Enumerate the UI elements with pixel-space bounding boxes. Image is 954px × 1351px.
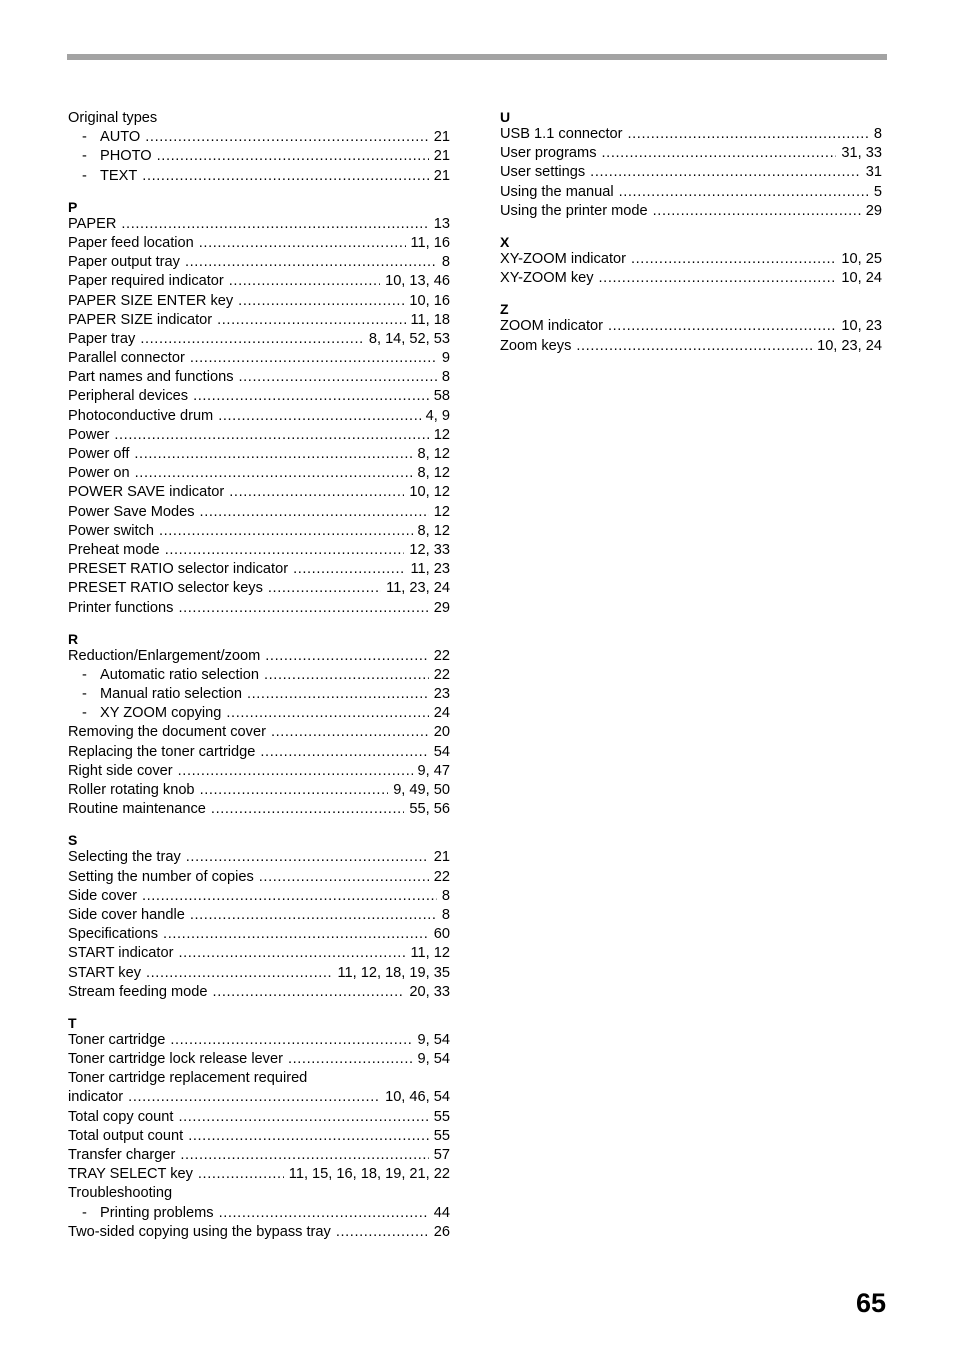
index-letter-heading: T	[68, 1014, 77, 1031]
index-term: Using the printer mode	[500, 202, 648, 219]
index-entry	[68, 1031, 450, 1050]
subentry-dash: -	[82, 129, 87, 146]
index-page-refs: 12	[433, 503, 450, 520]
subentry-dash: -	[82, 686, 87, 703]
dot-leader	[121, 215, 428, 234]
index-entry	[68, 445, 450, 464]
index-page-refs: 23	[433, 686, 450, 703]
index-entry	[68, 503, 450, 522]
index-page-refs: 10, 46, 54	[385, 1089, 450, 1106]
index-letter-heading: X	[500, 233, 510, 250]
index-page-refs: 31	[865, 164, 882, 181]
index-entry	[68, 944, 450, 963]
index-term: AUTO	[100, 129, 141, 146]
dot-leader	[238, 292, 404, 311]
index-entry	[68, 1146, 450, 1165]
index-term: PAPER	[68, 215, 117, 232]
index-page-refs: 21	[433, 129, 450, 146]
index-page-refs: 11, 16	[410, 234, 450, 251]
dot-leader	[213, 983, 405, 1002]
dot-leader	[293, 560, 405, 579]
subentry-dash: -	[82, 167, 87, 184]
index-term: Side cover	[68, 887, 137, 904]
index-page-refs: 8	[441, 369, 450, 386]
index-entry	[68, 1069, 450, 1088]
dot-leader	[226, 704, 428, 723]
index-entry	[68, 743, 450, 762]
index-term: Power Save Modes	[68, 503, 195, 520]
index-entry	[500, 183, 882, 202]
index-page-refs: 9, 47	[417, 762, 450, 779]
index-letter-heading: Z	[500, 301, 509, 318]
index-page-refs: 21	[433, 167, 450, 184]
index-entry	[68, 464, 450, 483]
index-entry	[68, 311, 450, 330]
index-page-refs: 26	[433, 1223, 450, 1240]
index-term: Right side cover	[68, 762, 173, 779]
index-letter-heading: P	[68, 198, 78, 215]
header-rule	[67, 54, 887, 60]
index-term: Troubleshooting	[68, 1185, 173, 1202]
dot-leader	[217, 311, 405, 330]
index-entry	[68, 906, 450, 925]
index-entry	[68, 964, 450, 983]
dot-leader	[336, 1223, 429, 1242]
index-group	[500, 109, 882, 221]
index-term: PAPER SIZE indicator	[68, 311, 213, 328]
index-entry	[68, 887, 450, 906]
index-entry	[68, 1108, 450, 1127]
dot-leader	[178, 599, 428, 618]
dot-leader	[229, 483, 404, 502]
index-entry	[500, 144, 882, 163]
index-entry	[68, 330, 450, 349]
index-term: Roller rotating knob	[68, 782, 195, 798]
index-subentry	[68, 128, 450, 147]
index-term: Power on	[68, 465, 130, 482]
index-entry	[68, 1165, 450, 1184]
index-page-refs: 9, 54	[417, 1031, 450, 1048]
index-term: PAPER SIZE ENTER key	[68, 292, 234, 309]
page-number: 65	[855, 1288, 886, 1318]
index-term: Paper feed location	[68, 234, 194, 251]
index-page-refs: 21	[433, 148, 450, 165]
dot-leader	[142, 167, 428, 186]
index-page-refs: 8, 14, 52, 53	[368, 330, 450, 347]
index-page-refs: 11, 23	[410, 561, 450, 578]
dot-leader	[200, 503, 429, 522]
index-term: Removing the document cover	[68, 724, 266, 741]
dot-leader	[211, 800, 405, 819]
index-entry	[68, 483, 450, 502]
index-term: Original types	[68, 110, 158, 126]
dot-leader	[259, 868, 429, 887]
dot-leader	[653, 202, 861, 221]
dot-leader	[199, 234, 406, 253]
index-page-refs: 55	[433, 1108, 450, 1125]
index-page-refs: 9	[441, 350, 450, 367]
dot-leader	[178, 1108, 428, 1127]
index-entry	[500, 125, 882, 144]
index-entry	[68, 272, 450, 291]
index-page-refs: 22	[433, 666, 450, 683]
index-page-refs: 11, 12, 18, 19, 35	[337, 964, 450, 981]
subentry-dash: -	[82, 148, 87, 165]
index-term: POWER SAVE indicator	[68, 484, 225, 501]
dot-leader	[178, 762, 413, 781]
index-page-refs: 10, 23, 24	[817, 337, 882, 354]
dot-leader	[239, 368, 437, 387]
index-page-refs: 11, 15, 16, 18, 19, 21, 22	[288, 1166, 450, 1183]
dot-leader	[193, 387, 429, 406]
dot-leader	[163, 925, 429, 944]
index-page-refs: 29	[865, 202, 882, 219]
dot-leader	[159, 522, 413, 541]
index-entry	[68, 1050, 450, 1069]
index-page-refs: 21	[433, 849, 450, 866]
index-term: Photoconductive drum	[68, 407, 214, 424]
index-term: User programs	[500, 145, 597, 162]
index-column-right	[500, 109, 882, 369]
dot-leader	[198, 1165, 284, 1184]
index-page-refs: 8	[873, 126, 882, 142]
dot-leader	[219, 1204, 429, 1223]
index-entry	[68, 848, 450, 867]
dot-leader	[157, 147, 429, 166]
index-term: XY-ZOOM key	[500, 270, 594, 287]
dot-leader	[180, 1146, 428, 1165]
index-entry	[68, 1088, 450, 1107]
index-term: ZOOM indicator	[500, 318, 603, 335]
index-entry	[68, 541, 450, 560]
index-term: Total copy count	[68, 1108, 174, 1125]
index-entry	[68, 349, 450, 368]
index-page-refs: 29	[433, 599, 450, 616]
index-subentry	[68, 147, 450, 166]
index-page-refs: 10, 13, 46	[385, 273, 450, 290]
index-term: PRESET RATIO selector keys	[68, 580, 263, 597]
index-page-refs: 24	[433, 705, 450, 722]
index-term: XY-ZOOM indicator	[500, 250, 626, 267]
dot-leader	[602, 144, 837, 163]
index-term: USB 1.1 connector	[500, 126, 623, 142]
dot-leader	[145, 128, 428, 147]
index-entry	[500, 250, 882, 269]
dot-leader	[135, 464, 413, 483]
index-term: Power switch	[68, 522, 154, 539]
dot-leader	[265, 647, 429, 666]
index-term: Setting the number of copies	[68, 868, 254, 885]
index-term: Transfer charger	[68, 1147, 176, 1163]
dot-leader	[146, 964, 332, 983]
dot-leader	[576, 337, 812, 356]
index-entry	[500, 337, 882, 356]
index-term: Power	[68, 426, 110, 443]
index-group	[68, 199, 450, 618]
index-page-refs: 57	[433, 1147, 450, 1163]
index-page-refs: 22	[433, 647, 450, 664]
index-subentry	[68, 167, 450, 186]
index-term: Toner cartridge replacement required	[68, 1070, 308, 1087]
index-term: Zoom keys	[500, 337, 572, 354]
index-term: Preheat mode	[68, 541, 160, 558]
index-term: Total output count	[68, 1127, 184, 1144]
index-entry	[68, 368, 450, 387]
index-subentry	[68, 1204, 450, 1223]
index-entry	[68, 647, 450, 666]
index-term: Manual ratio selection	[100, 686, 242, 703]
index-entry	[68, 560, 450, 579]
index-page-refs: 11, 12	[410, 945, 450, 962]
index-term: Printing problems	[100, 1204, 214, 1221]
index-entry	[68, 387, 450, 406]
index-group	[68, 832, 450, 1002]
subentry-dash: -	[82, 705, 87, 722]
index-page-refs: 8, 12	[417, 522, 450, 539]
index-entry	[500, 202, 882, 221]
index-entry	[68, 800, 450, 819]
index-entry	[68, 1223, 450, 1242]
dot-leader	[134, 445, 412, 464]
index-entry	[500, 163, 882, 182]
index-page-refs: 8	[441, 254, 450, 271]
index-page-refs: 13	[433, 215, 450, 232]
index-page-refs: 9, 49, 50	[393, 782, 450, 798]
index-page-refs: 12, 33	[409, 541, 450, 558]
index-group	[68, 631, 450, 820]
index-page-refs: 22	[433, 868, 450, 885]
index-term: Printer functions	[68, 599, 174, 616]
index-term: Using the manual	[500, 183, 614, 200]
index-page-refs: 10, 25	[841, 250, 882, 267]
index-entry	[68, 215, 450, 234]
index-term: Replacing the toner cartridge	[68, 743, 256, 760]
index-term: XY ZOOM copying	[100, 705, 222, 722]
index-term: TRAY SELECT key	[68, 1166, 193, 1183]
index-page-refs: 10, 23	[841, 318, 882, 335]
index-term: User settings	[500, 164, 586, 181]
dot-leader	[218, 407, 420, 426]
index-group	[500, 234, 882, 288]
index-term: TEXT	[100, 167, 138, 184]
index-page-refs: 11, 18	[410, 311, 450, 328]
index-group	[68, 1015, 450, 1242]
dot-leader	[188, 1127, 429, 1146]
index-page-refs: 20	[433, 724, 450, 741]
index-term: Two-sided copying using the bypass tray	[68, 1223, 331, 1240]
index-entry	[68, 522, 450, 541]
dot-leader	[165, 541, 405, 560]
index-page-refs: 4, 9	[425, 407, 450, 424]
index-page-refs: 10, 16	[409, 292, 450, 309]
dot-leader	[288, 1050, 413, 1069]
dot-leader	[200, 781, 389, 800]
index-entry	[68, 1184, 450, 1203]
index-page-refs: 31, 33	[841, 145, 882, 162]
dot-leader	[628, 125, 869, 144]
index-entry	[68, 1127, 450, 1146]
index-term: Part names and functions	[68, 369, 234, 386]
index-page-refs: 9, 54	[417, 1051, 450, 1068]
index-term: Side cover handle	[68, 906, 185, 923]
index-term: Paper tray	[68, 330, 136, 347]
index-entry	[68, 723, 450, 742]
dot-leader	[186, 848, 429, 867]
dot-leader	[271, 723, 429, 742]
index-subentry	[68, 704, 450, 723]
index-letter-heading: R	[68, 630, 79, 647]
index-term: Routine maintenance	[68, 801, 206, 818]
index-term: PRESET RATIO selector indicator	[68, 561, 289, 578]
index-page-refs: 55, 56	[409, 801, 450, 818]
dot-leader	[260, 743, 428, 762]
dot-leader	[599, 269, 837, 288]
dot-leader	[140, 330, 364, 349]
index-page-refs: 58	[433, 388, 450, 405]
dot-leader	[185, 253, 437, 272]
dot-leader	[229, 272, 380, 291]
dot-leader	[114, 426, 428, 445]
index-page-refs: 10, 12	[409, 484, 450, 501]
index-page-refs: 60	[433, 926, 450, 943]
dot-leader	[631, 250, 836, 269]
index-page-refs: 8, 12	[417, 446, 450, 462]
subentry-dash: -	[82, 1204, 87, 1221]
index-term: indicator	[68, 1089, 124, 1106]
dot-leader	[142, 887, 437, 906]
index-term: Paper required indicator	[68, 273, 224, 290]
index-page-refs: 12	[433, 426, 450, 443]
index-entry	[68, 599, 450, 618]
index-entry	[68, 253, 450, 272]
index-entry	[68, 234, 450, 253]
index-term: Stream feeding mode	[68, 983, 208, 1000]
index-term: Selecting the tray	[68, 849, 181, 866]
index-term: PHOTO	[100, 148, 152, 165]
index-column-left	[68, 109, 450, 1255]
index-page-refs: 8	[441, 887, 450, 904]
index-entry	[68, 109, 450, 128]
index-page-refs: 55	[433, 1127, 450, 1144]
index-page-refs: 5	[873, 183, 882, 200]
index-entry	[68, 781, 450, 800]
index-term: Paper output tray	[68, 254, 180, 271]
index-subentry	[68, 666, 450, 685]
dot-leader	[608, 317, 836, 336]
dot-leader	[190, 906, 437, 925]
index-term: Automatic ratio selection	[100, 666, 259, 683]
index-group	[500, 301, 882, 355]
dot-leader	[190, 349, 437, 368]
index-entry	[500, 317, 882, 336]
index-entry	[500, 269, 882, 288]
index-entry	[68, 426, 450, 445]
index-term: START indicator	[68, 945, 174, 962]
index-term: Toner cartridge lock release lever	[68, 1051, 283, 1068]
index-page-refs: 8	[441, 906, 450, 923]
index-letter-heading: S	[68, 832, 78, 849]
index-page-refs: 8, 12	[417, 465, 450, 482]
index-term: Peripheral devices	[68, 388, 189, 405]
dot-leader	[170, 1031, 412, 1050]
index-page-refs: 20, 33	[409, 983, 450, 1000]
subentry-dash: -	[82, 666, 87, 683]
dot-leader	[590, 163, 861, 182]
dot-leader	[178, 944, 405, 963]
index-group	[68, 109, 450, 186]
index-page-refs: 44	[433, 1204, 450, 1221]
index-subentry	[68, 685, 450, 704]
index-term: Power off	[68, 446, 130, 462]
dot-leader	[128, 1088, 380, 1107]
index-letter-heading: U	[500, 109, 511, 125]
index-page-refs: 54	[433, 743, 450, 760]
dot-leader	[247, 685, 429, 704]
dot-leader	[619, 183, 869, 202]
index-term: Parallel connector	[68, 350, 185, 367]
index-page-refs: 11, 23, 24	[386, 580, 450, 597]
index-entry	[68, 407, 450, 426]
index-entry	[68, 292, 450, 311]
index-entry	[68, 762, 450, 781]
index-term: Toner cartridge	[68, 1031, 166, 1048]
index-page-refs: 10, 24	[841, 270, 882, 287]
index-term: Reduction/Enlargement/zoom	[68, 647, 261, 664]
index-entry	[68, 983, 450, 1002]
index-entry	[68, 868, 450, 887]
index-entry	[68, 579, 450, 598]
dot-leader	[268, 579, 381, 598]
dot-leader	[264, 666, 429, 685]
index-term: START key	[68, 964, 141, 981]
index-entry	[68, 925, 450, 944]
index-term: Specifications	[68, 926, 159, 943]
